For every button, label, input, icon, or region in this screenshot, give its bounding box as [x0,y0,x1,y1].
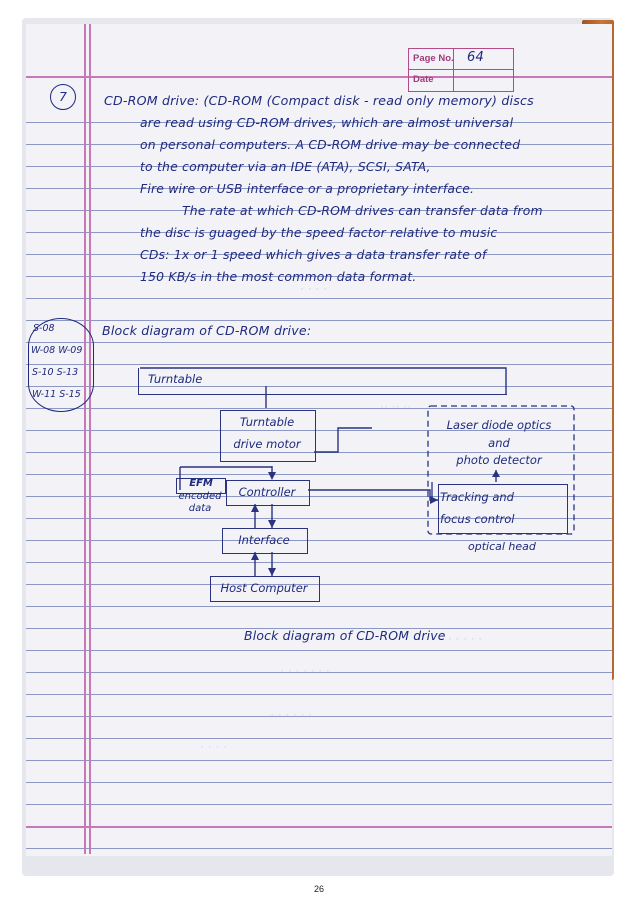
text-line-9: 150 KB/s in the most common data format. [140,269,417,284]
laser-label-line2: and [488,436,510,450]
efm-label: EFM [189,478,213,489]
laser-label-line3: photo detector [456,453,542,467]
laser-label-line1: Laser diode optics [446,418,552,432]
diagram-heading: Block diagram of CD-ROM drive: [102,323,312,338]
turntable-label: Turntable [148,372,203,386]
page-no-label: Page No. [413,53,454,64]
controller-label: Controller [238,485,296,499]
page-no-value: 64 [467,50,484,65]
tag-1: S-08 [33,323,55,334]
tag-4: W-11 S-15 [32,389,81,400]
text-line-5: Fire wire or USB interface or a proprietary interface. [140,181,475,196]
tracking-label-line2: focus control [440,512,515,526]
host-computer-label: Host Computer [220,581,308,595]
text-line-6: The rate at which CD-ROM drives can transfer data from [182,203,543,218]
date-label: Date [413,74,434,85]
tag-2: W-08 W-09 [31,345,83,356]
efm-label-line3: data [188,503,212,514]
tag-3: S-10 S-13 [32,367,79,378]
interface-label: Interface [238,533,290,547]
optical-head-label: optical head [468,540,536,553]
page-number: 26 [313,884,324,894]
text-line-8: CDs: 1x or 1 speed which gives a data transfer rate of [140,247,487,262]
diagram-caption: Block diagram of CD-ROM drive [244,628,446,643]
text-line-2: are read using CD-ROM drives, which are almost universal [140,115,514,130]
motor-label-line1: Turntable [239,415,295,429]
text-line-3: on personal computers. A CD-ROM drive may be connected [140,137,521,152]
text-line-4: to the computer via an IDE (ATA), SCSI, SATA, [140,159,431,174]
motor-label-line2: drive motor [233,437,301,451]
efm-label-line2: encoded [178,491,222,502]
text-line-1: CD-ROM drive: (CD-ROM (Compact disk - read only memory) discs [104,93,534,108]
text-line-7: the disc is guaged by the speed factor relative to music [140,225,498,240]
question-number: 7 [50,84,76,110]
tracking-label-line1: Tracking and [440,490,514,504]
